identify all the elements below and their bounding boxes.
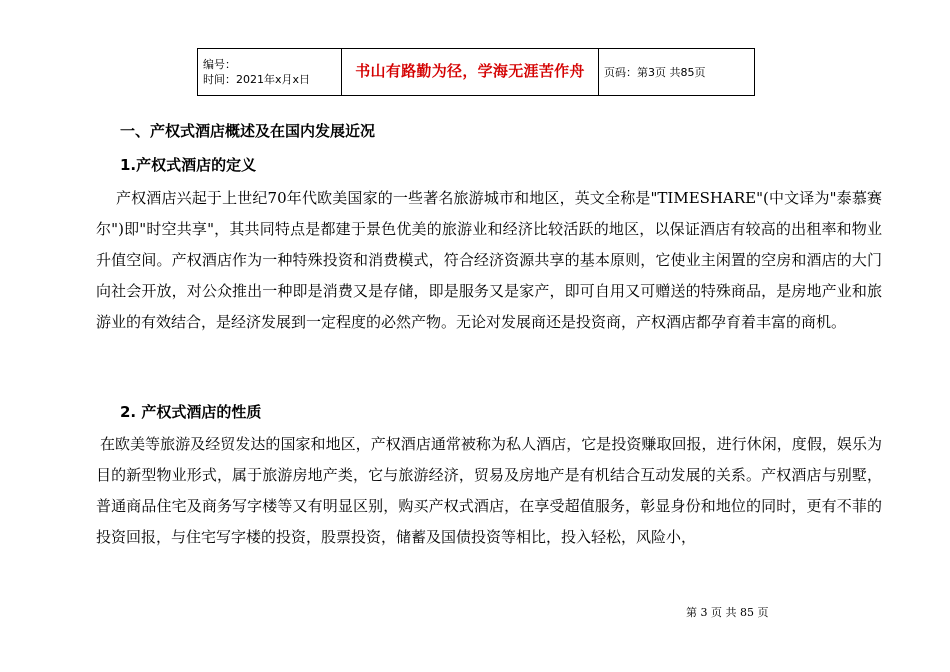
- subsection-title-definition: 1.产权式酒店的定义: [120, 156, 257, 174]
- document-date-label: 时间：2021年x月x日: [203, 73, 311, 86]
- header-meta-cell: [198, 49, 342, 96]
- section-title: 一、产权式酒店概述及在国内发展近况: [120, 122, 376, 140]
- subsection-title-nature: 2. 产权式酒店的性质: [120, 403, 262, 421]
- header-motto-cell: [342, 49, 599, 96]
- document-header: [197, 48, 755, 96]
- header-page-cell: [599, 49, 755, 96]
- header-page-number: 页码：第3页 共85页: [604, 65, 706, 79]
- header-motto: 书山有路勤为径，学海无涯苦作舟: [355, 62, 585, 80]
- paragraph-definition: 产权酒店兴起于上世纪70年代欧美国家的一些著名旅游城市和地区，英文全称是"TIMESHARE"(中文译为"泰慕赛尔")即"时空共享"，其共同特点是都建于景色优美的旅游业和经济比较活跃的地区，以保证酒店有较高的出租率和物业升值空间。产权酒店作为一种特殊投资和消费模式，符合经济资源共享的基本原则，它使业主闲置的空房和酒店的大门向社会开放，对公众推出一种即是消费又是存储，即是服务又是家产，即可自用又可赠送的特殊商品，是房地产业和旅游业的有效结合，是经济发展到一定程度的必然产物。无论对发展商还是投资商，产权酒店都孕育着丰富的商机。: [96, 189, 882, 331]
- document-number-label: 编号：: [203, 58, 236, 71]
- paragraph-nature: 在欧美等旅游及经贸发达的国家和地区，产权酒店通常被称为私人酒店，它是投资赚取回报，进行休闲，度假，娱乐为目的新型物业形式，属于旅游房地产类，它与旅游经济，贸易及房地产是有机结合互动发展的关系。产权酒店与别墅，普通商品住宅及商务写字楼等又有明显区别，购买产权式酒店，在享受超值服务，彰显身份和地位的同时，更有不菲的投资回报，与住宅写字楼的投资，股票投资，储蓄及国债投资等相比，投入轻松，风险小，: [96, 435, 882, 546]
- page-footer: 第 3 页 共 85 页: [686, 606, 769, 619]
